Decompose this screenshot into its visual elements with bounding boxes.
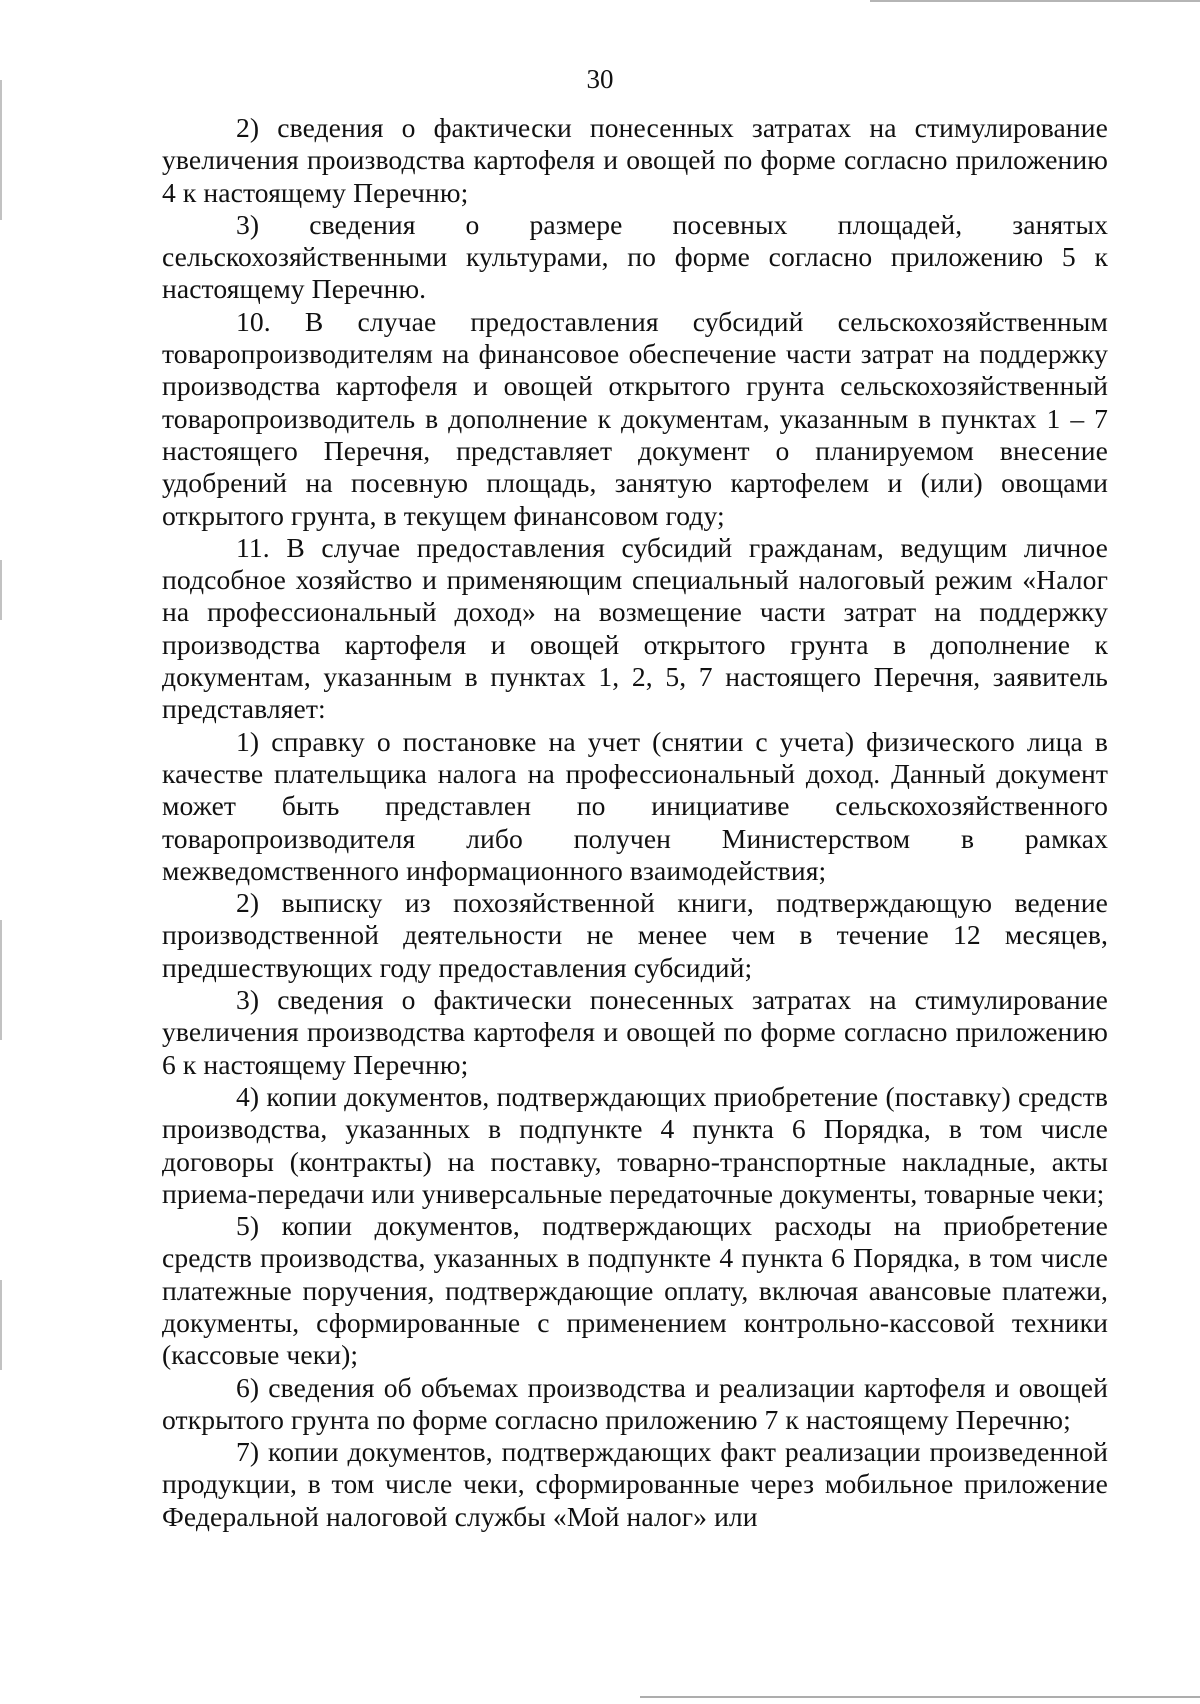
scan-artifact-left-edge [0,920,2,1040]
paragraph: 6) сведения об объемах производства и реализации картофеля и овощей открытого грунта по форме согласно приложению 7 к настоящему Перечню; [162,1371,1108,1435]
paragraph: 1) справку о постановке на учет (снятии с учета) физического лица в качестве плательщика налога на профессиональный доход. Данный документ может быть представлен по инициативе сельскохозяйственного товаропроизводителя либо получен Министерством в рамках межведомственного информационного взаимодействия; [162,725,1108,886]
page-number: 30 [586,64,614,94]
paragraph: 4) копии документов, подтверждающих приобретение (поставку) средств производства, указанных в подпункте 4 пункта 6 Порядка, в том числе договоры (контракты) на поставку, товарно-транспортные накладные, акты приема-передачи или универсальные передаточные документы, товарные чеки; [162,1080,1108,1209]
scan-artifact-bottom [640,1696,1200,1698]
paragraph: 10. В случае предоставления субсидий сельскохозяйственным товаропроизводителям на финансовое обеспечение части затрат на поддержку производства картофеля и овощей открытого грунта сельскохозяйственный товаропроизводитель в дополнение к документам, указанным в пунктах 1 – 7 настоящего Перечня, представляет документ о планируемом внесение удобрений на посевную площадь, занятую картофелем и (или) овощами открытого грунта, в текущем финансовом году; [162,305,1108,531]
paragraph: 2) выписку из похозяйственной книги, подтверждающую ведение производственной деятельности не менее чем в течение 12 месяцев, предшествующих году предоставления субсидий; [162,887,1108,983]
paragraph: 3) сведения о размере посевных площадей, занятых сельскохозяйственными культурами, по форме согласно приложению 5 к настоящему Перечню. [162,208,1108,305]
scan-artifact-left-edge [0,80,2,220]
paragraph: 11. В случае предоставления субсидий гражданам, ведущим личное подсобное хозяйство и применяющим специальный налоговый режим «Налог на профессиональный доход» на возмещение части затрат на поддержку производства картофеля и овощей открытого грунта в дополнение к документам, указанным в пунктах 1, 2, 5, 7 настоящего Перечня, заявитель представляет: [162,531,1108,725]
document-body [162,112,1108,1533]
paragraph: 2) сведения о фактически понесенных затратах на стимулирование увеличения производства картофеля и овощей по форме согласно приложению 4 к настоящему Перечню; [162,112,1108,208]
scan-artifact-left-edge [0,1280,2,1370]
paragraph: 3) сведения о фактически понесенных затратах на стимулирование увеличения производства картофеля и овощей по форме согласно приложению 6 к настоящему Перечню; [162,984,1108,1080]
paragraph: 7) копии документов, подтверждающих факт реализации произведенной продукции, в том числе чеки, сформированные через мобильное приложение Федеральной налоговой службы «Мой налог» или [162,1436,1108,1532]
scan-artifact-top [870,0,1200,2]
scan-artifact-left-edge [0,560,2,620]
paragraph: 5) копии документов, подтверждающих расходы на приобретение средств производства, указанных в подпункте 4 пункта 6 Порядка, в том числе платежные поручения, подтверждающие оплату, включая авансовые платежи, документы, сформированные с применением контрольно-кассовой техники (кассовые чеки); [162,1210,1108,1371]
